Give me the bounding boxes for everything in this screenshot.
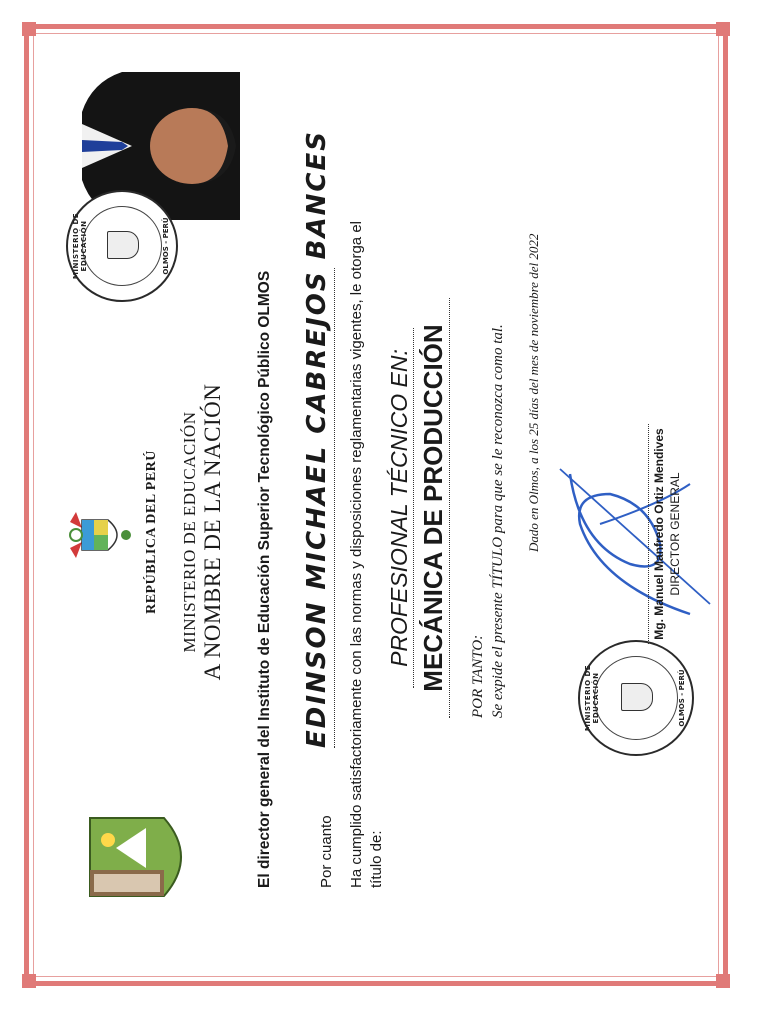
date-line: Dado en Olmos, a los 25 días del mes de noviembre del 2022 (526, 233, 541, 552)
por-tanto-label: POR TANTO: (470, 634, 486, 718)
director-name: Mg. Manuel Manfredo Ortiz Mendives (652, 428, 666, 640)
degree-title-line1: PROFESIONAL TÉCNICO EN: (386, 328, 414, 688)
intro-text: El director general del Instituto de Educación Superior Tecnológico Público OLMOS (256, 270, 273, 888)
degree-title-line2: MECÁNICA DE PRODUCCIÓN (418, 298, 450, 718)
signature-line (648, 424, 649, 644)
director-signature (540, 444, 720, 644)
coat-of-arms-icon (68, 506, 132, 564)
por-cuanto-label: Por cuanto (318, 815, 335, 888)
seal-crest-icon (621, 683, 653, 711)
institute-seal (66, 190, 178, 302)
republic-label: REPÚBLICA DEL PERÚ (144, 450, 159, 614)
graduate-name: EDINSON MICHAEL CABREJOS BANCES (302, 268, 335, 748)
compliance-text-line1: Ha cumplido satisfactoriamente con las normas y disposiciones reglamentarias vigentes, le otorga el (348, 221, 365, 888)
institute-logo (86, 816, 198, 898)
seal-crest-icon (107, 231, 139, 259)
seal-top-text: MINISTERIO DE EDUCACIÓN (72, 212, 88, 280)
director-role: DIRECTOR GENERAL (668, 472, 682, 596)
expide-text: Se expide el presente TÍTULO para que se le reconozca como tal. (490, 324, 506, 718)
seal-bottom-text: OLMOS - PERÚ (162, 217, 170, 275)
seal-top-text: MINISTERIO DE EDUCACIÓN (584, 664, 600, 732)
nation-label: A NOMBRE DE LA NACIÓN (200, 383, 225, 681)
seal-bottom-text: OLMOS - PERÚ (678, 669, 686, 727)
ministry-label: MINISTERIO DE EDUCACIÓN (180, 411, 199, 653)
compliance-text-line2: título de: (368, 830, 385, 888)
